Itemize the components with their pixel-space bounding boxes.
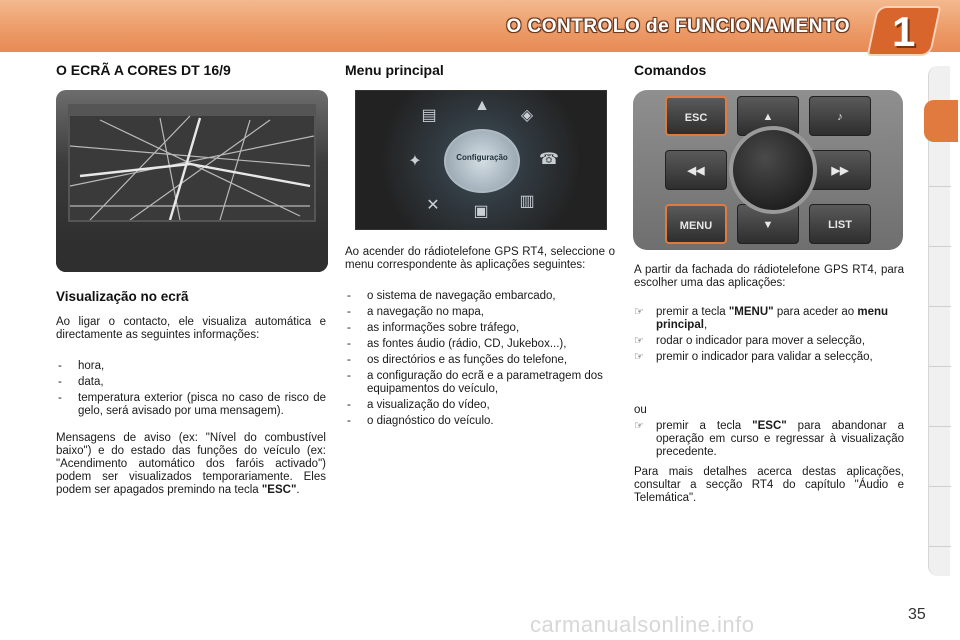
tab-divider xyxy=(929,306,951,307)
warning-text: Mensagens de aviso (ex: "Nível do combustível baixo") e do estado das funções do veículo (ex: "Acendimento automático dos faróis activado") podem ser visualizados temporariamente. Eles podem ser apagados premindo na tecla xyxy=(56,432,326,496)
menu-center-label: Configuração xyxy=(456,153,508,162)
section-heading-menu: Menu principal xyxy=(345,62,444,78)
commands-esc-list xyxy=(634,420,904,462)
list-item: - a visualização do vídeo, xyxy=(345,399,615,412)
tab-divider xyxy=(929,186,951,187)
esc-key-label: "ESC" xyxy=(261,484,297,496)
step-escape xyxy=(634,420,904,459)
tab-chapter-1[interactable] xyxy=(924,100,958,142)
chapter-tab-strip xyxy=(928,66,950,576)
tab-divider xyxy=(929,426,951,427)
menu-applications-list xyxy=(345,290,615,431)
page-title: O CONTROLO de FUNCIONAMENTO xyxy=(506,16,850,37)
or-label: ou xyxy=(634,404,647,416)
list-item: - os directórios e as funções do telefone, xyxy=(345,354,615,367)
subheading-display: Visualização no ecrã xyxy=(56,289,189,304)
display-items-list xyxy=(56,360,326,421)
list-item: - a configuração do ecrã e a parametragem dos equipamentos do veículo, xyxy=(345,370,615,396)
watermark: carmanualsonline.info xyxy=(530,612,755,637)
menu-button[interactable]: MENU xyxy=(665,204,727,244)
step-validate: ☞ premir o indicador para validar a selecção, xyxy=(634,351,904,364)
list-item: - temperatura exterior (pisca no caso de risco de gelo, será avisado por uma mensagem). xyxy=(56,392,326,418)
list-item: - o diagnóstico do veículo. xyxy=(345,415,615,428)
list-item: - a navegação no mapa, xyxy=(345,306,615,319)
list-item: - data, xyxy=(56,376,326,389)
tab-divider xyxy=(929,246,951,247)
commands-steps-list xyxy=(634,306,904,367)
commands-intro-paragraph: A partir da fachada do rádiotelefone GPS RT4, para escolher uma das aplicações: xyxy=(634,264,904,289)
video-icon: ▣ xyxy=(473,203,489,220)
menu-intro-paragraph: Ao acender do rádiotelefone GPS RT4, seleccione o menu correspondente às aplicações seguintes: xyxy=(345,246,615,271)
phone-icon: ☎ xyxy=(539,151,559,168)
list-item: - hora, xyxy=(56,360,326,373)
chapter-number: 1 xyxy=(892,8,916,55)
traffic-icon: ◈ xyxy=(520,107,534,124)
tab-divider xyxy=(929,486,951,487)
music-note-icon[interactable]: ♪ xyxy=(809,96,871,136)
page-number: 35 xyxy=(908,606,926,623)
list-item: - o sistema de navegação embarcado, xyxy=(345,290,615,303)
step-text: para aceder ao xyxy=(773,306,858,318)
step-text: premir a tecla xyxy=(656,420,753,432)
esc-button[interactable]: ESC xyxy=(665,96,727,136)
warning-messages-paragraph xyxy=(56,432,326,497)
main-menu-label: menu principal xyxy=(656,306,889,331)
rewind-icon[interactable]: ◀◀ xyxy=(665,150,727,190)
fast-forward-icon[interactable]: ▶▶ xyxy=(809,150,871,190)
navigation-map xyxy=(68,104,316,222)
rotary-knob[interactable] xyxy=(729,126,817,214)
step-rotate: ☞ rodar o indicador para mover a selecção, xyxy=(634,335,904,348)
intro-paragraph: Ao ligar o contacto, ele visualiza automática e directamente as seguintes informações: xyxy=(56,316,326,341)
step-text: premir a tecla xyxy=(656,306,729,318)
tab-divider xyxy=(929,366,951,367)
dashboard-vent xyxy=(56,240,328,272)
section-heading-commands: Comandos xyxy=(634,62,707,78)
diagnostic-icon: ▥ xyxy=(519,193,535,210)
tab-divider xyxy=(929,546,951,547)
color-screen-photo xyxy=(56,90,328,272)
compass-icon: ✦ xyxy=(408,153,422,170)
step-text: para abandonar a operação em curso e regressar à visualização precedente. xyxy=(656,420,905,458)
control-panel-photo xyxy=(633,90,903,250)
main-menu-photo xyxy=(355,90,607,230)
book-icon: ▤ xyxy=(421,107,437,124)
up-arrow-icon[interactable]: ▲ xyxy=(737,96,799,136)
step-text: , xyxy=(703,319,708,331)
esc-key-label: "ESC" xyxy=(752,420,787,432)
more-details-paragraph: Para mais detalhes acerca destas aplicações, consultar a secção RT4 do capítulo "Áudio e Telemática". xyxy=(634,466,904,504)
down-arrow-icon[interactable]: ▼ xyxy=(737,204,799,244)
list-button[interactable]: LIST xyxy=(809,204,871,244)
list-item: - as fontes áudio (rádio, CD, Jukebox...), xyxy=(345,338,615,351)
menu-key-label: "MENU" xyxy=(728,306,774,318)
tools-icon: ✕ xyxy=(426,197,440,214)
warning-triangle-icon: ▲ xyxy=(474,97,490,114)
paragraph-end: . xyxy=(296,484,300,496)
list-item: - as informações sobre tráfego, xyxy=(345,322,615,335)
section-heading-screen: O ECRÃ A CORES DT 16/9 xyxy=(56,62,231,78)
step-menu xyxy=(634,306,904,332)
map-icon xyxy=(70,106,314,220)
